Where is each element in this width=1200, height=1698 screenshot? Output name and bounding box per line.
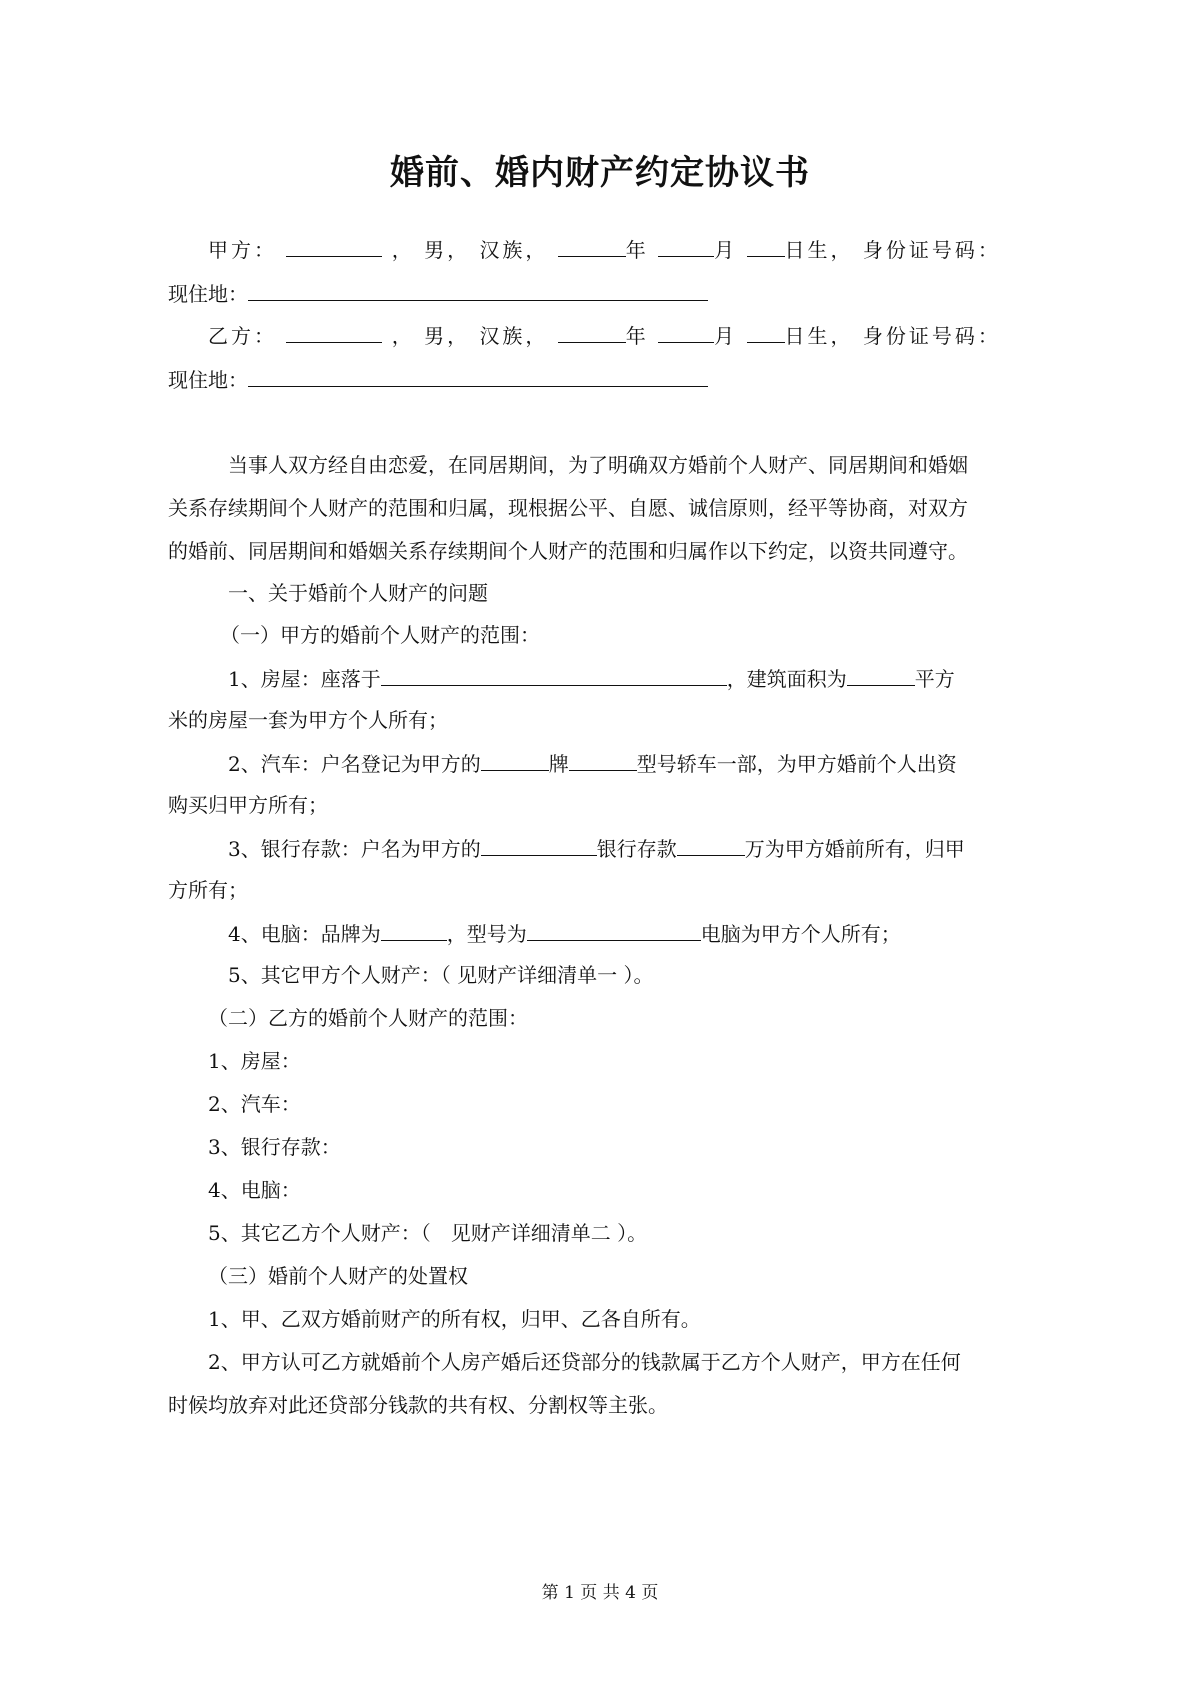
party-b-ethnicity: 汉族， — [479, 324, 549, 348]
a-computer-brand-blank — [381, 920, 447, 941]
subsection-3-heading: （三）婚前个人财产的处置权 — [208, 1264, 468, 1288]
preamble-line-1: 当事人双方经自由恋爱，在同居期间，为了明确双方婚前个人财产、同居期间和婚姻 — [228, 453, 968, 477]
a-car-suffix: 型号轿车一部，为甲方婚前个人出资 — [636, 752, 957, 776]
party-b-id-label: 身份证号码： — [862, 324, 1001, 348]
b-item-house: 1、房屋： — [208, 1049, 301, 1073]
day-born-label: 日生， — [784, 238, 854, 262]
party-a-line — [208, 236, 1001, 263]
b-item-deposit: 3、银行存款： — [208, 1135, 341, 1159]
a-computer-model-blank — [527, 920, 701, 941]
party-b-name-blank — [286, 322, 382, 343]
a-other-line: 5、其它甲方个人财产：（ 见财产详细清单一 ）。 — [228, 963, 654, 987]
party-a-id-label: 身份证号码： — [862, 238, 1001, 262]
party-b-line — [208, 322, 1001, 349]
a-computer-prefix: 4、电脑：品牌为 — [228, 922, 381, 946]
a-computer-suffix: 电脑为甲方个人所有； — [700, 922, 901, 946]
page-footer: 第 1 页 共 4 页 — [541, 1583, 659, 1603]
a-house-middle: ，建筑面积为 — [726, 667, 847, 691]
a-deposit-line — [228, 835, 965, 862]
b-item-other: 5、其它乙方个人财产：（ 见财产详细清单二 ）。 — [208, 1221, 648, 1245]
disposal-2-line-2: 时候均放弃对此还贷部分钱款的共有权、分割权等主张。 — [168, 1393, 668, 1417]
month-label: 月 — [714, 238, 738, 262]
a-house-location-blank — [381, 665, 727, 686]
party-b-address-blank — [248, 366, 708, 387]
a-deposit-middle: 银行存款 — [596, 837, 677, 861]
party-a-gender: 男， — [424, 238, 471, 262]
a-house-prefix: 1、房屋：座落于 — [228, 667, 381, 691]
party-a-year-blank — [558, 236, 626, 257]
disposal-1: 1、甲、乙双方婚前财产的所有权，归甲、乙各自所有。 — [208, 1307, 701, 1331]
a-computer-line — [228, 920, 901, 947]
year-label: 年 — [625, 238, 649, 262]
a-house-line-2: 米的房屋一套为甲方个人所有； — [168, 708, 448, 732]
party-a-day-blank — [747, 236, 785, 257]
party-b-gender: 男， — [424, 324, 471, 348]
disposal-2-line-1: 2、甲方认可乙方就婚前个人房产婚后还贷部分的钱款属于乙方个人财产，甲方在任何 — [208, 1350, 961, 1374]
a-car-brand-blank — [481, 750, 549, 771]
a-deposit-prefix: 3、银行存款：户名为甲方的 — [228, 837, 481, 861]
a-house-area-blank — [847, 665, 915, 686]
a-car-line — [228, 750, 957, 777]
comma: ， — [391, 238, 415, 262]
a-deposit-line-2: 方所有； — [168, 878, 248, 902]
party-a-label: 甲方： — [208, 238, 277, 262]
party-a-address-line — [168, 280, 708, 307]
subsection-1-heading: （一）甲方的婚前个人财产的范围： — [220, 623, 540, 647]
a-car-model-blank — [569, 750, 637, 771]
a-car-line-2: 购买归甲方所有； — [168, 793, 328, 817]
month-label: 月 — [714, 324, 738, 348]
a-deposit-bank-blank — [481, 835, 597, 856]
b-item-car: 2、汽车： — [208, 1092, 301, 1116]
preamble-line-3: 的婚前、同居期间和婚姻关系存续期间个人财产的范围和归属作以下约定，以资共同遵守。 — [168, 539, 968, 563]
a-house-line — [228, 665, 955, 692]
party-a-ethnicity: 汉族， — [479, 238, 549, 262]
a-computer-middle: ，型号为 — [446, 922, 527, 946]
b-item-computer: 4、电脑： — [208, 1178, 301, 1202]
a-deposit-amount-blank — [677, 835, 745, 856]
party-a-month-blank — [658, 236, 714, 257]
year-label: 年 — [625, 324, 649, 348]
party-b-label: 乙方： — [208, 324, 277, 348]
party-a-name-blank — [286, 236, 382, 257]
party-b-address-line — [168, 366, 708, 393]
party-a-address-blank — [248, 280, 708, 301]
document-title: 婚前、婚内财产约定协议书 — [390, 153, 810, 193]
party-b-month-blank — [658, 322, 714, 343]
a-house-suffix: 平方 — [914, 667, 955, 691]
a-car-prefix: 2、汽车：户名登记为甲方的 — [228, 752, 481, 776]
section-1-heading: 一、关于婚前个人财产的问题 — [228, 581, 488, 605]
preamble-line-2: 关系存续期间个人财产的范围和归属，现根据公平、自愿、诚信原则，经平等协商，对双方 — [168, 496, 968, 520]
party-b-day-blank — [747, 322, 785, 343]
party-a-address-label: 现住地： — [168, 282, 248, 306]
subsection-2-heading: （二）乙方的婚前个人财产的范围： — [208, 1006, 528, 1030]
comma: ， — [391, 324, 415, 348]
a-deposit-suffix: 万为甲方婚前所有，归甲 — [744, 837, 965, 861]
party-b-address-label: 现住地： — [168, 368, 248, 392]
party-b-year-blank — [558, 322, 626, 343]
a-car-brand-label: 牌 — [548, 752, 569, 776]
day-born-label: 日生， — [784, 324, 854, 348]
